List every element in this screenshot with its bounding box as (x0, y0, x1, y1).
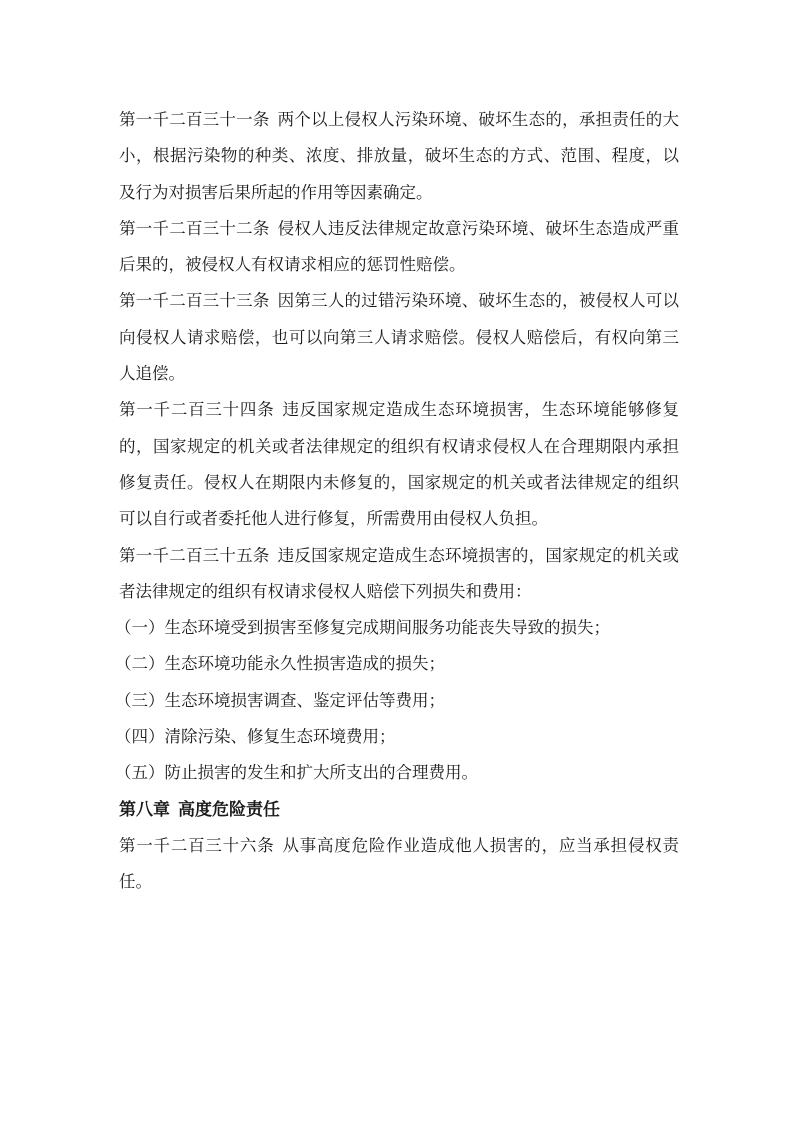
list-item: （三）生态环境损害调查、鉴定评估等费用； (115, 690, 445, 710)
article-1235 (119, 538, 679, 611)
document-page (115, 102, 680, 901)
list-item: （二）生态环境功能永久性损害造成的损失； (115, 654, 445, 674)
article-number: 第一千二百三十二条 (119, 218, 270, 238)
article-text: 侵权人违反法律规定故意污染环境、破坏生态造成严重后果的，被侵权人有权请求相应的惩罚性赔偿。 (119, 218, 679, 275)
article-1234 (119, 392, 679, 537)
list-item: （五）防止损害的发生和扩大所支出的合理费用。 (115, 763, 478, 783)
article-number: 第一千二百三十六条 (119, 835, 275, 855)
article-text: 两个以上侵权人污染环境、破坏生态的，承担责任的大小，根据污染物的种类、浓度、排放量，破坏生态的方式、范围、程度，以及行为对损害后果所起的作用等因素确定。 (119, 110, 679, 202)
chapter-number: 第八章 (119, 799, 170, 820)
article-number: 第一千二百三十三条 (119, 291, 270, 311)
list-item: （四）清除污染、修复生态环境费用； (115, 727, 396, 747)
article-1232 (119, 211, 679, 284)
article-1231 (119, 102, 679, 211)
chapter-heading (119, 792, 679, 828)
article-1233 (119, 283, 679, 392)
list-item: （一）生态环境受到损害至修复完成期间服务功能丧失导致的损失； (115, 618, 610, 638)
article-number: 第一千二百三十一条 (119, 110, 270, 129)
article-text: 从事高度危险作业造成他人损害的，应当承担侵权责任。 (119, 835, 680, 892)
article-number: 第一千二百三十四条 (119, 400, 275, 420)
chapter-title: 高度危险责任 (178, 799, 280, 820)
article-1236 (119, 828, 679, 901)
article-text: 违反国家规定造成生态环境损害，生态环境能够修复的，国家规定的机关或者法律规定的组织有权请求侵权人在合理期限内承担修复责任。侵权人在期限内未修复的，国家规定的机关或者法律规定的组织可以自行或者委托他人进行修复，所需费用由侵权人负担。 (119, 400, 680, 529)
article-number: 第一千二百三十五条 (119, 545, 270, 565)
article-text: 违反国家规定造成生态环境损害的，国家规定的机关或者法律规定的组织有权请求侵权人赔偿下列损失和费用： (119, 545, 679, 601)
article-text: 因第三人的过错污染环境、破坏生态的，被侵权人可以向侵权人请求赔偿，也可以向第三人请求赔偿。侵权人赔偿后，有权向第三人追偿。 (119, 291, 679, 384)
